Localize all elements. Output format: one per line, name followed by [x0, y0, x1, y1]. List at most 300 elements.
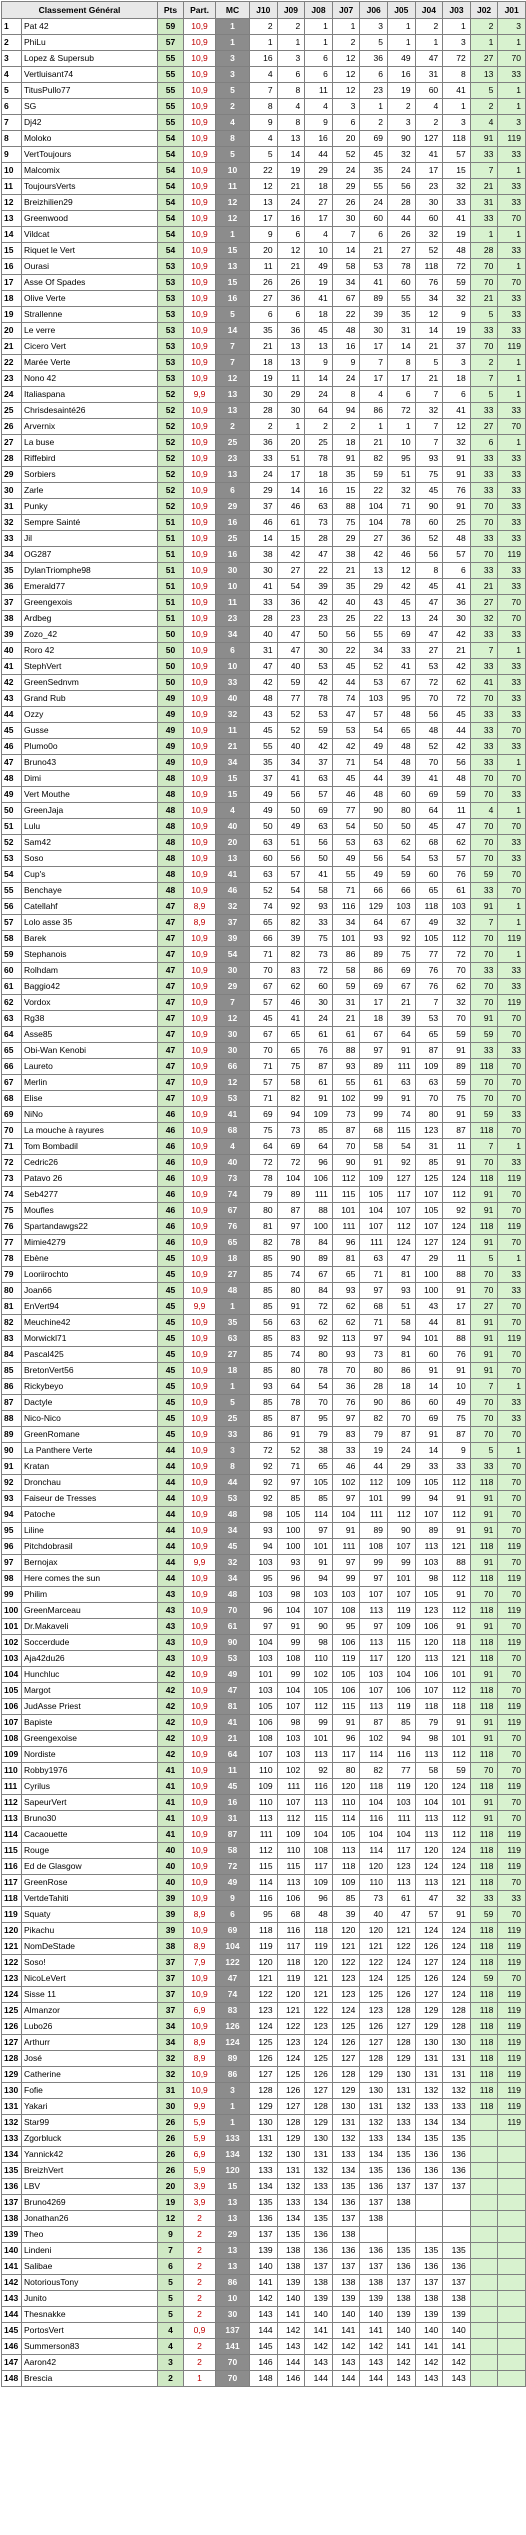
gameweek-rank-cell: 91 — [443, 1043, 471, 1059]
gameweek-rank-cell: 85 — [250, 1363, 278, 1379]
gameweek-rank-cell: 100 — [415, 1283, 443, 1299]
participation-cell: 10,9 — [184, 1603, 216, 1619]
gameweek-rank-cell: 113 — [387, 1875, 415, 1891]
gameweek-rank-cell: 123 — [332, 1987, 360, 2003]
gameweek-rank-cell: 130 — [387, 2067, 415, 2083]
gameweek-rank-cell: 33 — [470, 963, 498, 979]
points-cell: 12 — [158, 2211, 184, 2227]
gameweek-rank-cell: 83 — [277, 963, 305, 979]
gameweek-rank-cell: 53 — [360, 259, 388, 275]
gameweek-rank-cell: 22 — [305, 563, 333, 579]
player-name: Stephanois — [22, 947, 158, 963]
gameweek-rank-cell: 31 — [415, 67, 443, 83]
gameweek-rank-cell: 51 — [387, 467, 415, 483]
participation-cell: 10,9 — [184, 547, 216, 563]
player-name: Philim — [22, 1587, 158, 1603]
points-cell: 2 — [158, 2371, 184, 2387]
rank-cell: 143 — [2, 2291, 22, 2307]
player-name: Tom Bombadil — [22, 1139, 158, 1155]
gameweek-rank-cell: 124 — [415, 1859, 443, 1875]
gameweek-rank-cell: 30 — [443, 611, 471, 627]
gameweek-rank-cell: 33 — [498, 403, 526, 419]
table-row — [2, 2083, 526, 2099]
mc-cell: 13 — [216, 259, 250, 275]
gameweek-rank-cell: 72 — [305, 963, 333, 979]
gameweek-rank-cell: 27 — [470, 419, 498, 435]
player-name: Joan66 — [22, 1283, 158, 1299]
table-row — [2, 867, 526, 883]
gameweek-rank-cell: 133 — [387, 2115, 415, 2131]
gameweek-rank-cell: 8 — [277, 83, 305, 99]
gameweek-rank-cell: 118 — [470, 1171, 498, 1187]
gameweek-rank-cell: 70 — [470, 835, 498, 851]
gameweek-rank-cell: 70 — [498, 1731, 526, 1747]
gameweek-rank-cell: 67 — [387, 979, 415, 995]
player-name: Mimie4279 — [22, 1235, 158, 1251]
gameweek-rank-cell: 40 — [277, 659, 305, 675]
gameweek-rank-cell: 44 — [305, 147, 333, 163]
gameweek-rank-cell: 73 — [305, 515, 333, 531]
participation-cell: 5,9 — [184, 2163, 216, 2179]
participation-cell: 10,9 — [184, 19, 216, 35]
rank-cell: 62 — [2, 995, 22, 1011]
table-row — [2, 211, 526, 227]
mc-cell: 90 — [216, 1635, 250, 1651]
gameweek-rank-cell: 44 — [332, 675, 360, 691]
gameweek-rank-cell: 120 — [415, 1635, 443, 1651]
gameweek-rank-cell: 24 — [360, 195, 388, 211]
gameweek-rank-cell: 108 — [305, 1843, 333, 1859]
gameweek-rank-cell: 44 — [443, 723, 471, 739]
gameweek-rank-cell: 33 — [498, 675, 526, 691]
gameweek-rank-cell: 62 — [387, 835, 415, 851]
gameweek-rank-cell: 36 — [277, 291, 305, 307]
gameweek-rank-cell: 124 — [305, 2035, 333, 2051]
rank-cell: 129 — [2, 2067, 22, 2083]
table-row — [2, 435, 526, 451]
participation-cell: 10,9 — [184, 1635, 216, 1651]
gameweek-rank-cell: 109 — [387, 1475, 415, 1491]
gameweek-rank-cell: 121 — [443, 1651, 471, 1667]
mc-cell: 5 — [216, 147, 250, 163]
gameweek-rank-cell: 2 — [277, 19, 305, 35]
player-name: Italiaspana — [22, 387, 158, 403]
player-name: Zgorbluck — [22, 2131, 158, 2147]
gameweek-rank-cell: 79 — [360, 1427, 388, 1443]
gameweek-rank-cell: 2 — [250, 19, 278, 35]
player-name: Pikachu — [22, 1923, 158, 1939]
gameweek-rank-cell: 106 — [415, 1667, 443, 1683]
gameweek-rank-cell: 54 — [387, 851, 415, 867]
mc-cell: 3 — [216, 51, 250, 67]
player-name: Junito — [22, 2291, 158, 2307]
gameweek-rank-cell: 107 — [387, 1203, 415, 1219]
player-name: Cyrilus — [22, 1779, 158, 1795]
gameweek-rank-cell: 62 — [305, 1315, 333, 1331]
points-cell: 3 — [158, 2355, 184, 2371]
table-row — [2, 1715, 526, 1731]
gameweek-rank-cell — [498, 2291, 526, 2307]
points-cell: 43 — [158, 1603, 184, 1619]
rank-cell: 89 — [2, 1427, 22, 1443]
gameweek-rank-cell: 140 — [360, 2307, 388, 2323]
gameweek-rank-cell: 98 — [277, 1587, 305, 1603]
table-row — [2, 467, 526, 483]
gameweek-rank-cell: 113 — [360, 1603, 388, 1619]
participation-cell: 10,9 — [184, 1283, 216, 1299]
gameweek-rank-cell: 2 — [470, 99, 498, 115]
gameweek-rank-cell: 82 — [250, 1235, 278, 1251]
gameweek-rank-cell: 113 — [415, 1875, 443, 1891]
gameweek-rank-cell: 54 — [387, 1139, 415, 1155]
gameweek-rank-cell: 134 — [360, 2147, 388, 2163]
gameweek-rank-cell: 91 — [443, 1587, 471, 1603]
points-cell: 4 — [158, 2339, 184, 2355]
gameweek-rank-cell: 111 — [305, 1187, 333, 1203]
gameweek-rank-cell: 119 — [498, 1923, 526, 1939]
participation-cell: 10,9 — [184, 1331, 216, 1347]
gameweek-rank-cell: 53 — [305, 707, 333, 723]
gameweek-rank-cell: 19 — [360, 1443, 388, 1459]
gameweek-rank-cell: 86 — [387, 1395, 415, 1411]
gameweek-rank-cell: 93 — [360, 931, 388, 947]
table-row — [2, 1779, 526, 1795]
gameweek-rank-cell: 53 — [415, 1011, 443, 1027]
gameweek-rank-cell: 112 — [250, 1843, 278, 1859]
gameweek-rank-cell: 12 — [332, 51, 360, 67]
rank-cell: 132 — [2, 2115, 22, 2131]
points-cell: 53 — [158, 275, 184, 291]
player-name: Plumo0o — [22, 739, 158, 755]
gameweek-rank-cell: 105 — [360, 1187, 388, 1203]
gameweek-rank-cell: 2 — [470, 19, 498, 35]
gameweek-rank-cell: 4 — [470, 115, 498, 131]
participation-cell: 10,9 — [184, 659, 216, 675]
mc-cell: 73 — [216, 1171, 250, 1187]
gameweek-rank-cell: 137 — [360, 2195, 388, 2211]
gameweek-rank-cell: 41 — [305, 867, 333, 883]
gameweek-rank-cell: 1 — [498, 755, 526, 771]
gameweek-rank-cell: 89 — [360, 1523, 388, 1539]
gameweek-rank-cell: 70 — [498, 1059, 526, 1075]
points-cell: 32 — [158, 2051, 184, 2067]
gameweek-rank-cell — [498, 2179, 526, 2195]
gameweek-rank-cell: 30 — [277, 403, 305, 419]
gameweek-rank-cell — [470, 2275, 498, 2291]
gameweek-rank-cell: 70 — [498, 1347, 526, 1363]
participation-cell: 10,9 — [184, 1747, 216, 1763]
gameweek-rank-cell: 49 — [443, 1395, 471, 1411]
gameweek-rank-cell: 2 — [415, 19, 443, 35]
gameweek-rank-cell: 118 — [415, 1699, 443, 1715]
points-cell: 52 — [158, 403, 184, 419]
gameweek-rank-cell: 24 — [305, 387, 333, 403]
gameweek-rank-cell: 63 — [305, 819, 333, 835]
mc-cell: 9 — [216, 1891, 250, 1907]
gameweek-rank-cell: 25 — [305, 435, 333, 451]
points-cell: 53 — [158, 323, 184, 339]
gameweek-rank-cell: 122 — [332, 1955, 360, 1971]
player-name: NotoriousTony — [22, 2275, 158, 2291]
gameweek-rank-cell: 48 — [387, 739, 415, 755]
gameweek-rank-cell: 101 — [305, 1731, 333, 1747]
gameweek-rank-cell — [498, 2307, 526, 2323]
gameweek-rank-cell: 104 — [360, 1203, 388, 1219]
rank-cell: 136 — [2, 2179, 22, 2195]
gameweek-rank-cell: 45 — [305, 323, 333, 339]
gameweek-rank-cell: 80 — [415, 1107, 443, 1123]
gameweek-rank-cell: 45 — [415, 483, 443, 499]
gameweek-rank-cell: 85 — [250, 1395, 278, 1411]
rank-cell: 118 — [2, 1891, 22, 1907]
gameweek-rank-cell: 1 — [360, 99, 388, 115]
gameweek-rank-cell: 134 — [305, 2195, 333, 2211]
gameweek-rank-cell: 41 — [415, 147, 443, 163]
gameweek-rank-cell: 45 — [250, 1011, 278, 1027]
rank-cell: 87 — [2, 1395, 22, 1411]
gameweek-rank-cell: 49 — [360, 867, 388, 883]
gameweek-rank-cell: 56 — [277, 787, 305, 803]
table-row — [2, 1203, 526, 1219]
rank-cell: 28 — [2, 451, 22, 467]
mc-cell: 69 — [216, 1923, 250, 1939]
gameweek-rank-cell: 86 — [250, 1427, 278, 1443]
gameweek-rank-cell: 119 — [498, 1171, 526, 1187]
gameweek-rank-cell: 87 — [443, 1427, 471, 1443]
gameweek-rank-cell: 49 — [305, 259, 333, 275]
gameweek-rank-cell — [498, 2371, 526, 2387]
gameweek-rank-cell: 115 — [305, 1811, 333, 1827]
table-row — [2, 1491, 526, 1507]
gameweek-rank-cell: 135 — [277, 2227, 305, 2243]
rank-cell: 101 — [2, 1619, 22, 1635]
gameweek-rank-cell: 99 — [332, 1571, 360, 1587]
participation-cell: 10,9 — [184, 707, 216, 723]
gameweek-rank-cell: 143 — [250, 2307, 278, 2323]
mc-cell: 133 — [216, 2131, 250, 2147]
gameweek-rank-cell: 61 — [360, 1075, 388, 1091]
gameweek-rank-cell: 17 — [250, 211, 278, 227]
gameweek-rank-cell: 89 — [305, 1251, 333, 1267]
gameweek-rank-cell: 41 — [387, 659, 415, 675]
rank-cell: 20 — [2, 323, 22, 339]
rank-cell: 142 — [2, 2275, 22, 2291]
gameweek-rank-cell: 29 — [250, 483, 278, 499]
participation-cell: 10,9 — [184, 1859, 216, 1875]
gameweek-rank-cell: 124 — [415, 1923, 443, 1939]
gameweek-rank-cell: 16 — [387, 67, 415, 83]
gameweek-rank-cell: 136 — [360, 2243, 388, 2259]
participation-cell: 10,9 — [184, 51, 216, 67]
gameweek-rank-cell: 62 — [443, 835, 471, 851]
gameweek-rank-cell: 107 — [387, 1539, 415, 1555]
table-row — [2, 579, 526, 595]
gameweek-rank-cell: 47 — [415, 1891, 443, 1907]
gameweek-rank-cell: 70 — [498, 1619, 526, 1635]
gameweek-rank-cell: 70 — [498, 1459, 526, 1475]
gameweek-rank-cell: 55 — [360, 179, 388, 195]
gameweek-rank-cell: 64 — [415, 803, 443, 819]
points-cell: 5 — [158, 2307, 184, 2323]
standings-table — [1, 1, 526, 2387]
table-row — [2, 947, 526, 963]
gameweek-rank-cell: 87 — [443, 1123, 471, 1139]
table-row — [2, 1619, 526, 1635]
gameweek-rank-cell: 138 — [360, 2211, 388, 2227]
gameweek-rank-cell: 137 — [305, 2259, 333, 2275]
gameweek-rank-cell: 14 — [415, 1379, 443, 1395]
gameweek-rank-cell — [470, 2227, 498, 2243]
player-name: Baggio42 — [22, 979, 158, 995]
header-row — [2, 2, 526, 19]
mc-cell: 10 — [216, 2291, 250, 2307]
gameweek-rank-cell: 33 — [470, 563, 498, 579]
gameweek-rank-cell: 132 — [250, 2147, 278, 2163]
gameweek-rank-cell: 58 — [332, 259, 360, 275]
rank-cell: 147 — [2, 2355, 22, 2371]
gameweek-rank-cell: 18 — [332, 435, 360, 451]
points-cell: 45 — [158, 1299, 184, 1315]
gameweek-rank-cell: 124 — [387, 1955, 415, 1971]
points-cell: 44 — [158, 1555, 184, 1571]
gameweek-rank-cell: 91 — [470, 1203, 498, 1219]
participation-cell: 10,9 — [184, 499, 216, 515]
gameweek-rank-cell: 118 — [470, 1603, 498, 1619]
gameweek-rank-cell — [415, 2195, 443, 2211]
mc-cell: 40 — [216, 691, 250, 707]
gameweek-rank-cell: 108 — [332, 1603, 360, 1619]
gameweek-rank-cell: 91 — [443, 1107, 471, 1123]
gameweek-rank-cell: 91 — [443, 451, 471, 467]
player-name: Liline — [22, 1523, 158, 1539]
gameweek-rank-cell: 124 — [443, 1923, 471, 1939]
gameweek-rank-cell: 119 — [498, 1539, 526, 1555]
gameweek-rank-cell: 33 — [498, 707, 526, 723]
gameweek-rank-cell: 70 — [498, 1235, 526, 1251]
gameweek-rank-cell: 103 — [415, 1555, 443, 1571]
gameweek-rank-cell: 33 — [470, 483, 498, 499]
gameweek-rank-cell: 103 — [387, 1795, 415, 1811]
gameweek-rank-cell: 13 — [277, 355, 305, 371]
participation-cell: 10,9 — [184, 1411, 216, 1427]
table-row — [2, 787, 526, 803]
player-name: Bruno43 — [22, 755, 158, 771]
rank-cell: 131 — [2, 2099, 22, 2115]
rank-cell: 41 — [2, 659, 22, 675]
gameweek-rank-cell: 118 — [470, 2099, 498, 2115]
points-cell: 44 — [158, 1491, 184, 1507]
table-row — [2, 2067, 526, 2083]
player-name: Marée Verte — [22, 355, 158, 371]
gameweek-rank-cell: 70 — [498, 1299, 526, 1315]
gameweek-rank-cell: 70 — [470, 547, 498, 563]
table-row — [2, 515, 526, 531]
gameweek-rank-cell: 70 — [498, 867, 526, 883]
gameweek-rank-cell: 132 — [443, 2083, 471, 2099]
points-cell: 38 — [158, 1939, 184, 1955]
gameweek-rank-cell: 137 — [415, 2179, 443, 2195]
gameweek-rank-cell: 33 — [498, 851, 526, 867]
gameweek-rank-cell: 33 — [498, 195, 526, 211]
points-cell: 47 — [158, 915, 184, 931]
points-cell: 47 — [158, 899, 184, 915]
points-cell: 52 — [158, 467, 184, 483]
player-name: Breizhilien29 — [22, 195, 158, 211]
points-cell: 49 — [158, 723, 184, 739]
gameweek-rank-cell: 91 — [277, 1619, 305, 1635]
mc-cell: 70 — [216, 1603, 250, 1619]
gameweek-rank-cell: 72 — [305, 1299, 333, 1315]
points-cell: 57 — [158, 35, 184, 51]
gameweek-rank-cell: 67 — [250, 979, 278, 995]
gameweek-rank-cell: 136 — [305, 2243, 333, 2259]
gameweek-rank-cell: 75 — [305, 931, 333, 947]
player-name: Asse85 — [22, 1027, 158, 1043]
mc-cell: 3 — [216, 1443, 250, 1459]
gameweek-rank-cell: 124 — [360, 1971, 388, 1987]
player-name: Jonathan26 — [22, 2211, 158, 2227]
gameweek-rank-cell: 143 — [360, 2355, 388, 2371]
gameweek-rank-cell: 131 — [415, 2067, 443, 2083]
points-cell: 7 — [158, 2243, 184, 2259]
rank-cell: 100 — [2, 1603, 22, 1619]
gameweek-rank-cell: 75 — [387, 947, 415, 963]
rank-cell: 119 — [2, 1907, 22, 1923]
gameweek-rank-cell: 118 — [360, 1779, 388, 1795]
gameweek-rank-cell: 60 — [415, 1395, 443, 1411]
gameweek-rank-cell: 105 — [305, 1683, 333, 1699]
gameweek-rank-cell: 91 — [470, 1731, 498, 1747]
player-name: Brescia — [22, 2371, 158, 2387]
player-name: Pitchdobrasil — [22, 1539, 158, 1555]
gameweek-rank-cell: 54 — [305, 1379, 333, 1395]
gameweek-rank-cell: 90 — [305, 1619, 333, 1635]
gameweek-rank-cell: 107 — [360, 1219, 388, 1235]
rank-cell: 16 — [2, 259, 22, 275]
gameweek-rank-cell: 137 — [443, 2275, 471, 2291]
gameweek-rank-cell: 133 — [415, 2099, 443, 2115]
pts-header: Pts — [158, 2, 184, 19]
gameweek-rank-cell: 91 — [443, 1155, 471, 1171]
gameweek-rank-cell: 119 — [250, 1939, 278, 1955]
gameweek-rank-cell: 72 — [277, 1155, 305, 1171]
gameweek-rank-cell: 124 — [443, 1987, 471, 2003]
gameweek-rank-cell: 78 — [250, 1171, 278, 1187]
gameweek-rank-cell: 124 — [443, 1859, 471, 1875]
gameweek-rank-cell — [470, 2147, 498, 2163]
participation-cell: 10,9 — [184, 1763, 216, 1779]
participation-cell: 10,9 — [184, 259, 216, 275]
table-row — [2, 2195, 526, 2211]
gameweek-rank-cell: 22 — [250, 163, 278, 179]
gameweek-rank-cell: 50 — [277, 803, 305, 819]
participation-cell: 10,9 — [184, 1091, 216, 1107]
mc-cell: 10 — [216, 579, 250, 595]
gameweek-rank-cell: 121 — [277, 2003, 305, 2019]
table-row — [2, 1843, 526, 1859]
gameweek-rank-cell: 57 — [250, 995, 278, 1011]
gameweek-rank-cell: 54 — [360, 755, 388, 771]
gameweek-rank-cell: 95 — [332, 1619, 360, 1635]
player-name: Barek — [22, 931, 158, 947]
gameweek-rank-cell: 61 — [387, 1891, 415, 1907]
gameweek-rank-cell: 12 — [277, 243, 305, 259]
points-cell: 47 — [158, 947, 184, 963]
points-cell: 30 — [158, 2099, 184, 2115]
points-cell: 45 — [158, 1331, 184, 1347]
gameweek-rank-cell: 60 — [387, 787, 415, 803]
gameweek-rank-cell: 32 — [443, 1891, 471, 1907]
